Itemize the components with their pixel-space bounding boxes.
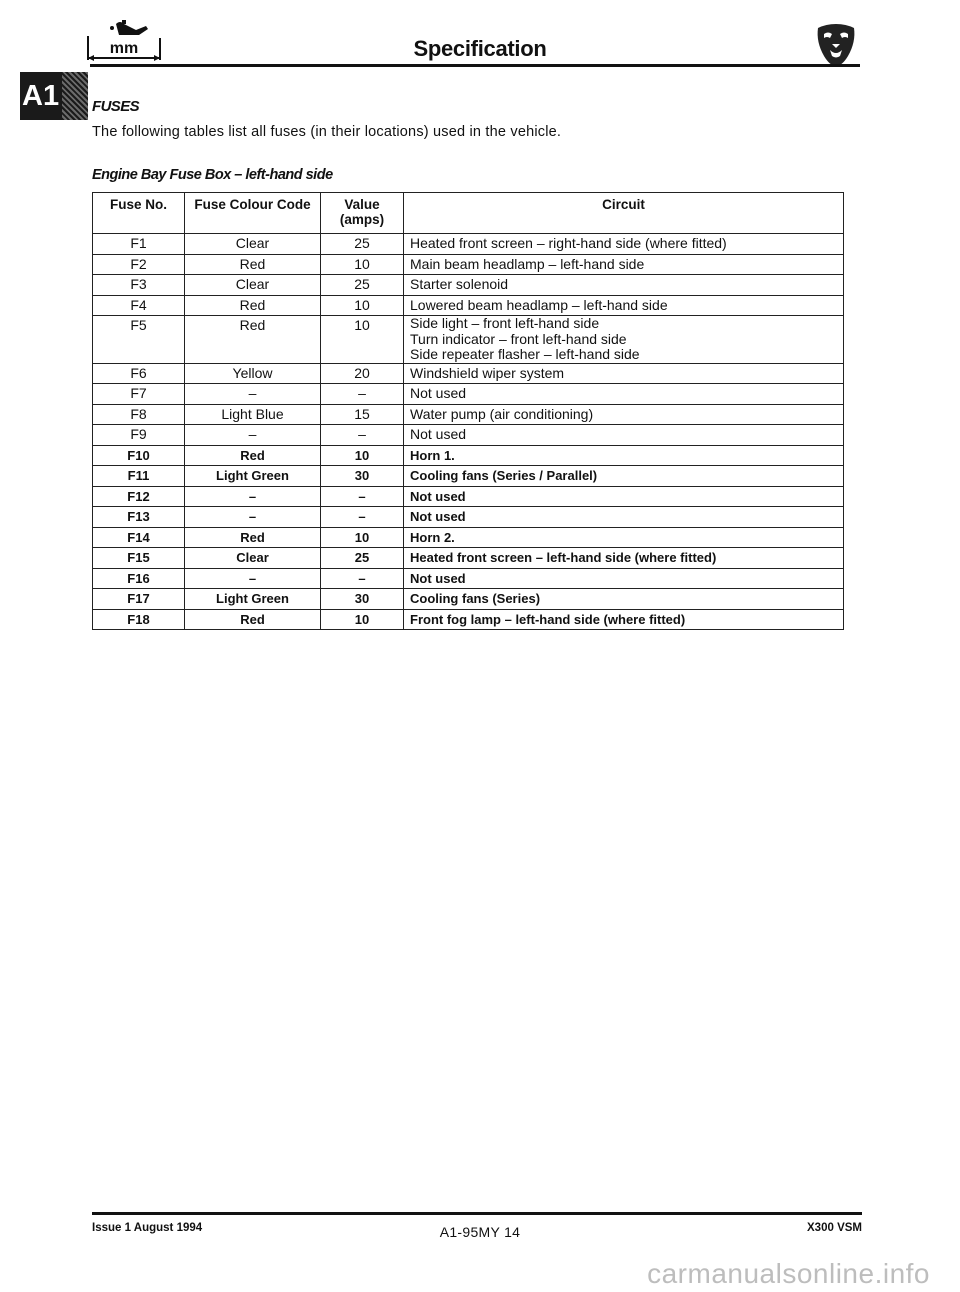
logo-text: mm [109,40,139,57]
circuit-text: Not used [410,385,467,401]
fuse-colour-cell: Red [185,254,321,275]
fuse-value-cell: 10 [321,316,404,364]
fuse-circuit-cell [404,316,844,364]
circuit-text: Side repeater flasher – left-hand side [410,346,640,362]
fuse-colour-cell: Light Green [185,466,321,487]
fuse-circuit-cell [404,466,844,487]
circuit-text: Horn 1. [410,447,455,463]
circuit-text: Not used [410,570,466,586]
circuit-text: Starter solenoid [410,276,509,292]
column-header-fuse-no: Fuse No. [93,193,185,234]
column-header-value-unit: (amps) [339,212,385,227]
table-row [93,445,844,466]
fuse-table-body [93,234,844,630]
fuse-circuit-cell [404,384,844,405]
fuse-number-cell: F18 [93,609,185,630]
circuit-text: Cooling fans (Series) [410,591,541,606]
table-row [93,609,844,630]
fuse-number-cell: F4 [93,295,185,316]
fuse-colour-cell: Red [185,609,321,630]
fuse-number-cell: F1 [93,234,185,255]
fuse-colour-cell: – [185,568,321,589]
circuit-text: Side light – front left-hand side [410,315,600,331]
header-rule [90,64,860,67]
table-row [93,425,844,446]
fuse-number-cell: F13 [93,507,185,528]
circuit-text: Heated front screen – right-hand side (where fitted) [410,235,727,251]
fuse-colour-cell: – [185,486,321,507]
fuse-circuit-cell [404,507,844,528]
fuse-number-cell: F12 [93,486,185,507]
table-row [93,234,844,255]
fuse-value-cell: 10 [321,527,404,548]
fuse-circuit-cell [404,254,844,275]
circuit-text: Not used [410,509,466,524]
fuse-colour-cell: Clear [185,275,321,296]
fuse-number-cell: F9 [93,425,185,446]
column-header-colour: Fuse Colour Code [185,193,321,234]
fuse-number-cell: F2 [93,254,185,275]
fuse-number-cell: F15 [93,548,185,569]
circuit-text: Front fog lamp – left-hand side (where fitted) [410,611,686,627]
fuse-colour-cell: Red [185,295,321,316]
fuse-value-cell: 30 [321,466,404,487]
fuse-colour-cell: Red [185,316,321,364]
fuse-number-cell: F8 [93,404,185,425]
watermark: carmanualsonline.info [647,1258,930,1289]
manual-code: X300 VSM [807,1222,862,1234]
fuse-number-cell: F10 [93,445,185,466]
table-row [93,507,844,528]
fuse-colour-cell: Light Blue [185,404,321,425]
fuse-circuit-cell [404,568,844,589]
table-row [93,363,844,384]
fuse-value-cell: 30 [321,589,404,610]
circuit-text: Cooling fans (Series / Parallel) [410,468,598,483]
fuse-value-cell: – [321,384,404,405]
column-header-value-label: Value [344,197,380,212]
fuse-colour-cell: Red [185,445,321,466]
fuse-circuit-cell [404,425,844,446]
table-row [93,295,844,316]
fuse-number-cell: F6 [93,363,185,384]
intro-paragraph: The following tables list all fuses (in their locations) used in the vehicle. [92,124,562,140]
table-row [93,589,844,610]
table-row [93,384,844,405]
issue-date: Issue 1 August 1994 [92,1222,203,1234]
fuse-colour-cell: Light Green [185,589,321,610]
circuit-text: Heated front screen – left-hand side (where fitted) [410,550,717,565]
fuse-number-cell: F14 [93,527,185,548]
fuse-value-cell: – [321,425,404,446]
fuse-colour-cell: – [185,507,321,528]
circuit-text: Water pump (air conditioning) [410,405,594,422]
table-header-row [93,193,844,234]
fuse-number-cell: F11 [93,466,185,487]
table-row [93,404,844,425]
fuse-value-cell: 25 [321,234,404,255]
fuse-value-cell: – [321,486,404,507]
circuit-text: Main beam headlamp – left-hand side [410,255,645,272]
table-row [93,486,844,507]
fuse-circuit-cell [404,445,844,466]
column-header-value [321,193,404,234]
fuse-value-cell: 10 [321,445,404,466]
table-title: Engine Bay Fuse Box – left-hand side [92,167,333,183]
fuse-number-cell: F17 [93,589,185,610]
circuit-text: Turn indicator – front left-hand side [410,330,627,347]
fuse-value-cell: – [321,507,404,528]
fuse-colour-cell: Clear [185,234,321,255]
fuse-colour-cell: – [185,425,321,446]
fuse-colour-cell: Yellow [185,363,321,384]
fuse-value-cell: 25 [321,275,404,296]
footer-rule [92,1212,862,1215]
fuse-number-cell: F16 [93,568,185,589]
circuit-text: Not used [410,426,467,442]
fuse-circuit-cell [404,234,844,255]
fuse-value-cell: 25 [321,548,404,569]
circuit-text: Windshield wiper system [410,364,565,381]
fuse-circuit-cell [404,404,844,425]
table-row [93,548,844,569]
fuse-number-cell: F5 [93,316,185,364]
fuse-colour-cell: Red [185,527,321,548]
table-row [93,275,844,296]
fuse-circuit-cell [404,295,844,316]
table-row [93,254,844,275]
fuse-circuit-cell [404,609,844,630]
section-tab-label: A1 [22,80,60,112]
oil-can-logo-icon [82,18,166,64]
column-header-circuit: Circuit [404,193,844,234]
table-row [93,466,844,487]
fuse-value-cell: 10 [321,254,404,275]
circuit-text: Lowered beam headlamp – left-hand side [410,296,668,313]
fuse-circuit-cell [404,548,844,569]
fuse-value-cell: 20 [321,363,404,384]
circuit-text: Horn 2. [410,529,455,545]
circuit-text: Not used [410,488,466,504]
table-row [93,527,844,548]
fuse-circuit-cell [404,527,844,548]
table-row [93,316,844,364]
fuse-circuit-cell [404,275,844,296]
fuse-colour-cell: Clear [185,548,321,569]
page-title: Specification [413,36,547,61]
fuse-value-cell: – [321,568,404,589]
jaguar-head-icon [812,20,860,68]
fuse-circuit-cell [404,589,844,610]
page-number: A1-95MY 14 [439,1224,521,1240]
fuse-value-cell: 15 [321,404,404,425]
fuse-number-cell: F7 [93,384,185,405]
section-heading: FUSES [92,98,140,115]
fuse-colour-cell: – [185,384,321,405]
fuse-value-cell: 10 [321,295,404,316]
fuse-number-cell: F3 [93,275,185,296]
fuse-circuit-cell [404,486,844,507]
fuse-value-cell: 10 [321,609,404,630]
fuse-circuit-cell [404,363,844,384]
fuse-table [92,192,844,630]
table-row [93,568,844,589]
